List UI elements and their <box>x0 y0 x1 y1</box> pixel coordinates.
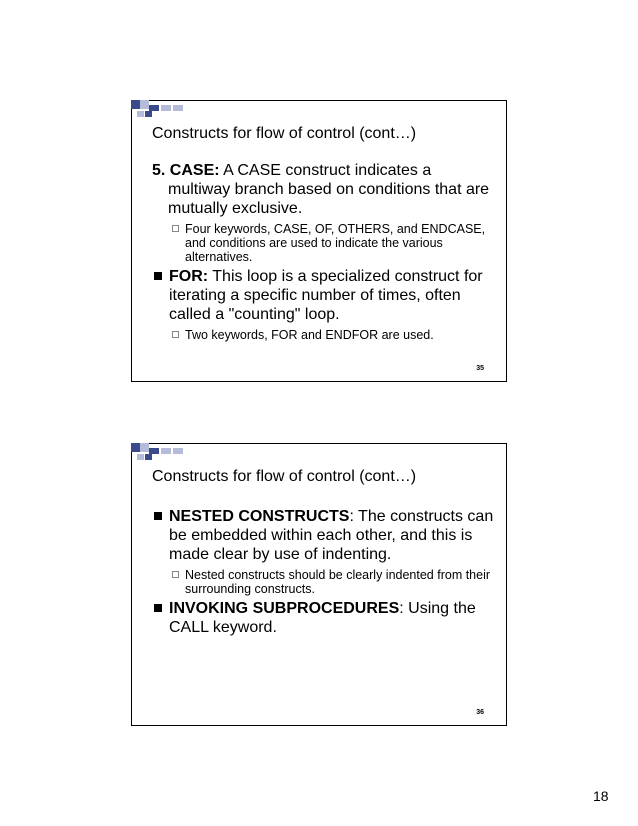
item-keyword: NESTED CONSTRUCTS <box>169 508 350 525</box>
slide-number: 35 <box>476 365 484 372</box>
page-number: 18 <box>593 788 609 804</box>
hollow-square-bullet-icon <box>172 571 179 578</box>
square-bullet-icon <box>154 512 162 520</box>
hollow-square-bullet-icon <box>172 225 179 232</box>
list-item-case <box>152 161 497 218</box>
item-text: : The constructs can be embedded within each other, and this is made clear by use of indenting. <box>169 508 494 563</box>
slide-36 <box>131 443 507 726</box>
list-item-invoking <box>152 599 497 637</box>
item-text: A CASE construct indicates a multiway branch based on conditions that are mutually exclusive. <box>168 162 490 217</box>
sub-item: Two keywords, FOR and ENDFOR are used. <box>152 328 497 342</box>
list-item-nested <box>152 507 497 564</box>
item-keyword: CASE: <box>169 162 220 179</box>
slide-title: Constructs for flow of control (cont…) <box>152 468 417 485</box>
slide-number: 36 <box>476 709 484 716</box>
list-item-for <box>152 267 497 324</box>
sub-item: Four keywords, CASE, OF, OTHERS, and ENDCASE, and conditions are used to indicate the various alternatives. <box>152 222 497 264</box>
square-bullet-icon <box>154 272 162 280</box>
item-keyword: FOR: <box>169 268 209 285</box>
item-number: 5. <box>152 162 166 179</box>
square-bullet-icon <box>154 604 162 612</box>
slide-title: Constructs for flow of control (cont…) <box>152 125 417 142</box>
hollow-square-bullet-icon <box>172 331 179 338</box>
slide-decoration <box>131 443 191 463</box>
sub-item: Nested constructs should be clearly indented from their surrounding constructs. <box>152 568 497 596</box>
slide-decoration <box>131 100 191 120</box>
slide-35 <box>131 100 507 382</box>
item-text: : Using the CALL keyword. <box>169 600 476 636</box>
item-keyword: INVOKING SUBPROCEDURES <box>169 600 400 617</box>
item-text: This loop is a specialized construct for iterating a specific number of times, often called a "counting" loop. <box>169 268 483 323</box>
